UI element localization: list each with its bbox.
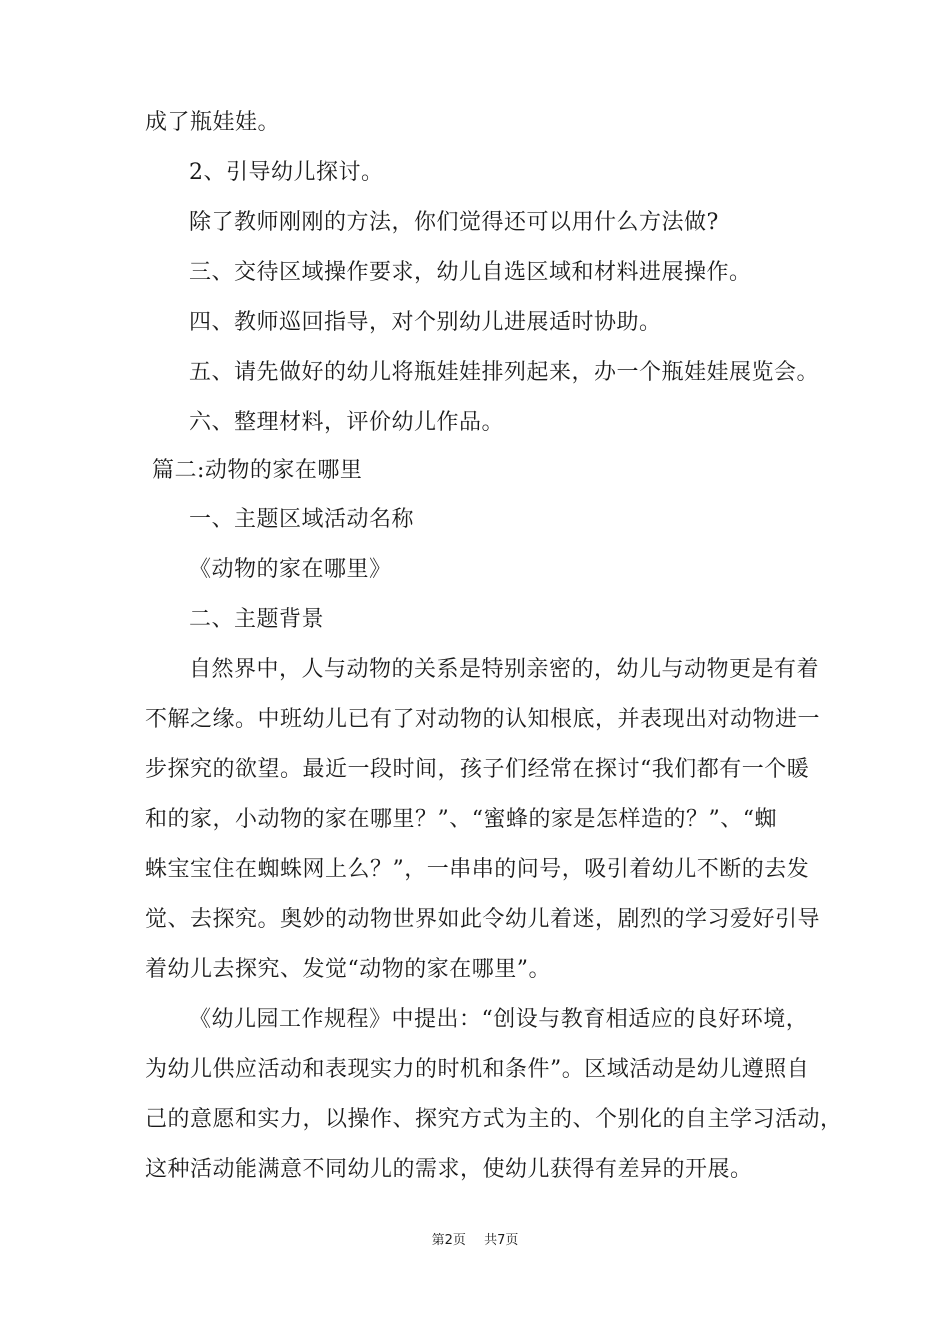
text-line: 不解之缘。中班幼儿已有了对动物的认知根底，并表现出对动物进一 [145, 707, 821, 732]
text-line: 自然界中，人与动物的关系是特别亲密的，幼儿与动物更是有着 [189, 657, 820, 682]
text-line: 四、教师巡回指导，对个别幼儿进展适时协助。 [189, 310, 662, 335]
text-line: 《幼儿园工作规程》中提出：“创设与教育相适应的良好环境， [189, 1007, 809, 1032]
text-line: 和的家，小动物的家在哪里？”、“蜜蜂的家是怎样造的？”、“蜘 [145, 807, 777, 832]
page-footer [0, 1232, 950, 1250]
page-number-total: 共7页 [484, 1233, 519, 1248]
text-line: 这种活动能满意不同幼儿的需求，使幼儿获得有差异的开展。 [145, 1157, 753, 1182]
text-line: 五、请先做好的幼儿将瓶娃娃排列起来，办一个瓶娃娃展览会。 [189, 360, 820, 385]
text-line: 2、引导幼儿探讨。 [189, 160, 384, 185]
text-line: 己的意愿和实力，以操作、探究方式为主的、个别化的自主学习活动， [145, 1107, 843, 1132]
text-line: 《动物的家在哪里》 [189, 557, 392, 582]
text-line: 步探究的欲望。最近一段时间，孩子们经常在探讨“我们都有一个暖 [145, 757, 810, 782]
text-line: 觉、去探究。奥妙的动物世界如此令幼儿着迷，剧烈的学习爱好引导 [145, 907, 821, 932]
text-line: 一、主题区域活动名称 [189, 507, 415, 532]
text-line: 为幼儿供应活动和表现实力的时机和条件”。区域活动是幼儿遵照自 [145, 1057, 810, 1082]
text-line: 三、交待区域操作要求，幼儿自选区域和材料进展操作。 [189, 260, 752, 285]
text-line: 成了瓶娃娃。 [145, 110, 281, 135]
text-line: 着幼儿去探究、发觉“动物的家在哪里”。 [145, 957, 551, 982]
text-line: 六、整理材料，评价幼儿作品。 [189, 410, 505, 435]
section-heading: 篇二:动物的家在哪里 [152, 458, 363, 483]
text-line: 蛛宝宝住在蜘蛛网上么？”，一串串的问号，吸引着幼儿不断的去发 [145, 857, 810, 882]
text-line: 除了教师刚刚的方法，你们觉得还可以用什么方法做? [189, 210, 719, 235]
text-line: 二、主题背景 [189, 607, 325, 632]
page-number-current: 第2页 [431, 1233, 466, 1248]
